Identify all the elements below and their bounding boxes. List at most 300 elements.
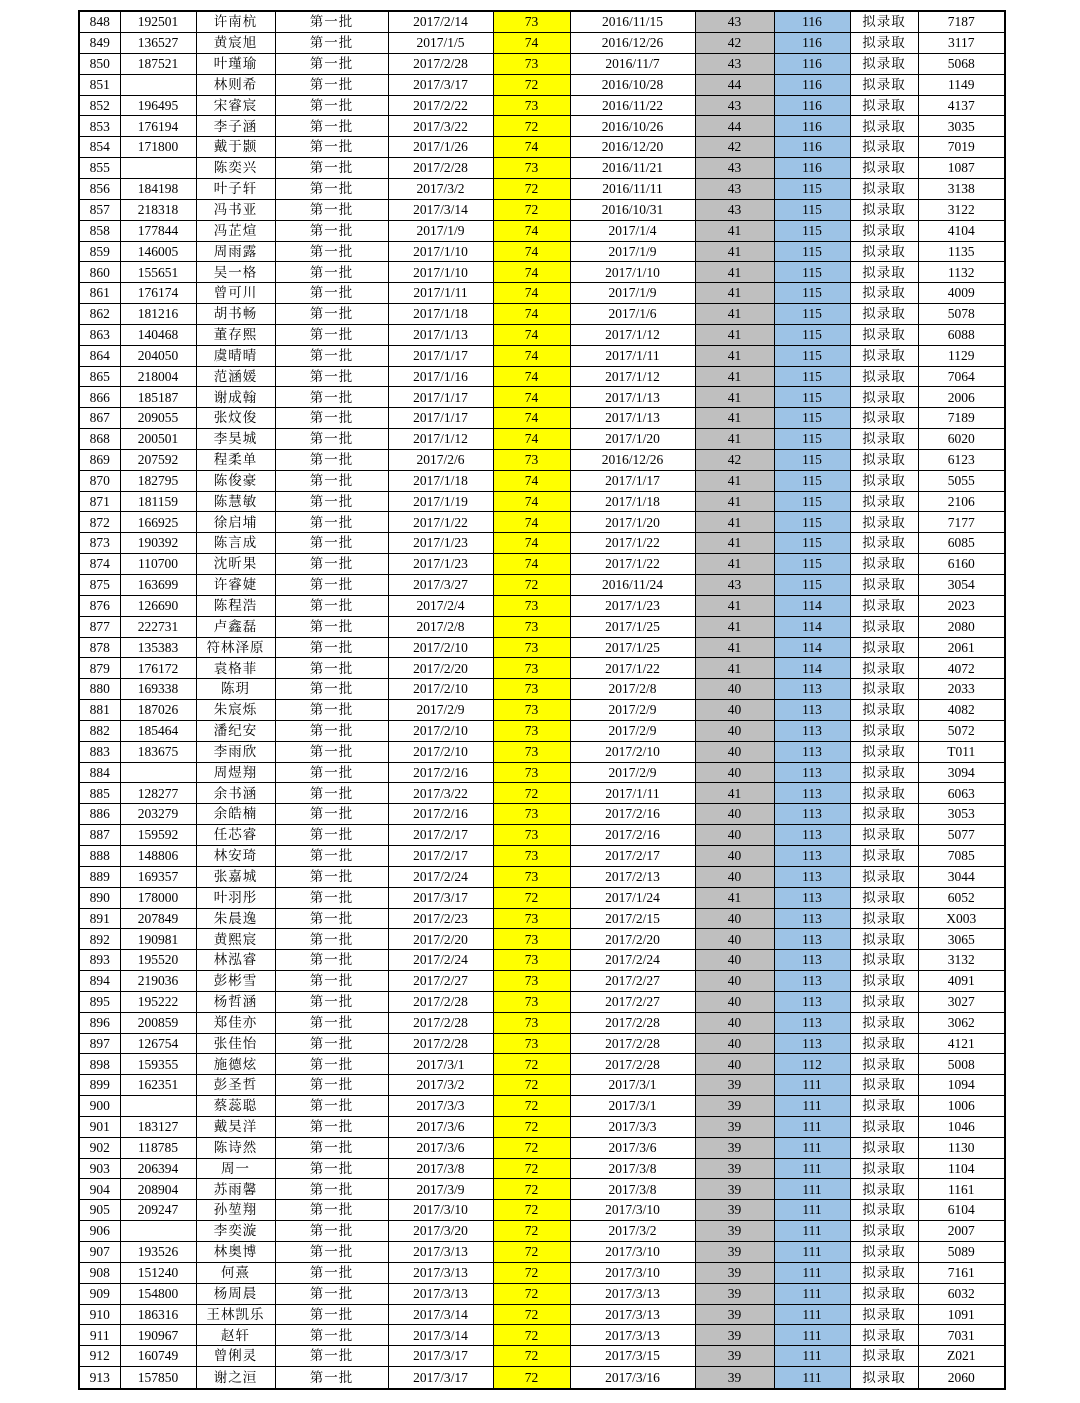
cell-status: 拟录取 — [850, 95, 918, 116]
cell-value-1: 43 — [695, 178, 774, 199]
cell-date-1: 2017/2/28 — [388, 53, 493, 74]
cell-status: 拟录取 — [850, 720, 918, 741]
table-row — [79, 825, 1005, 846]
cell-value-1: 43 — [695, 575, 774, 596]
cell-date-2: 2017/1/22 — [570, 658, 695, 679]
cell-value-1: 39 — [695, 1367, 774, 1389]
table-row — [79, 804, 1005, 825]
cell-date-1: 2017/3/14 — [388, 199, 493, 220]
cell-score: 74 — [493, 304, 570, 325]
cell-date-2: 2017/3/8 — [570, 1179, 695, 1200]
cell-date-2: 2016/11/11 — [570, 178, 695, 199]
cell-status: 拟录取 — [850, 825, 918, 846]
cell-student-id: 110700 — [120, 554, 196, 575]
cell-student-id: 177844 — [120, 220, 196, 241]
cell-row-number: 876 — [79, 595, 120, 616]
cell-value-1: 40 — [695, 741, 774, 762]
cell-date-1: 2017/3/22 — [388, 783, 493, 804]
cell-value-1: 39 — [695, 1116, 774, 1137]
cell-value-1: 41 — [695, 262, 774, 283]
cell-status: 拟录取 — [850, 554, 918, 575]
cell-batch: 第一批 — [275, 1262, 388, 1283]
cell-name: 曾可川 — [196, 283, 275, 304]
cell-date-2: 2017/1/12 — [570, 324, 695, 345]
cell-student-id: 222731 — [120, 616, 196, 637]
cell-row-number: 900 — [79, 1096, 120, 1117]
cell-row-number: 855 — [79, 158, 120, 179]
cell-batch: 第一批 — [275, 408, 388, 429]
cell-value-2: 113 — [774, 971, 850, 992]
cell-value-2: 111 — [774, 1158, 850, 1179]
cell-code: 5078 — [918, 304, 1005, 325]
cell-batch: 第一批 — [275, 950, 388, 971]
cell-status: 拟录取 — [850, 1137, 918, 1158]
cell-code: 3132 — [918, 950, 1005, 971]
cell-code: 5089 — [918, 1242, 1005, 1263]
cell-student-id: 187026 — [120, 700, 196, 721]
cell-student-id: 195520 — [120, 950, 196, 971]
cell-value-2: 113 — [774, 720, 850, 741]
cell-status: 拟录取 — [850, 1012, 918, 1033]
table-row — [79, 1200, 1005, 1221]
cell-value-2: 113 — [774, 929, 850, 950]
cell-row-number: 889 — [79, 866, 120, 887]
cell-status: 拟录取 — [850, 887, 918, 908]
cell-status: 拟录取 — [850, 845, 918, 866]
cell-batch: 第一批 — [275, 345, 388, 366]
cell-row-number: 890 — [79, 887, 120, 908]
cell-row-number: 909 — [79, 1283, 120, 1304]
cell-date-1: 2017/2/9 — [388, 700, 493, 721]
cell-date-2: 2017/1/13 — [570, 408, 695, 429]
cell-score: 74 — [493, 408, 570, 429]
cell-name: 何熹 — [196, 1262, 275, 1283]
table-row — [79, 429, 1005, 450]
cell-value-1: 42 — [695, 137, 774, 158]
table-row — [79, 408, 1005, 429]
cell-code: 3054 — [918, 575, 1005, 596]
cell-batch: 第一批 — [275, 700, 388, 721]
cell-value-1: 41 — [695, 512, 774, 533]
cell-student-id: 135383 — [120, 637, 196, 658]
cell-row-number: 911 — [79, 1325, 120, 1346]
cell-score: 74 — [493, 470, 570, 491]
cell-name: 郑佳亦 — [196, 1012, 275, 1033]
cell-status: 拟录取 — [850, 1033, 918, 1054]
cell-status: 拟录取 — [850, 1054, 918, 1075]
cell-row-number: 901 — [79, 1116, 120, 1137]
cell-batch: 第一批 — [275, 366, 388, 387]
cell-date-2: 2017/3/10 — [570, 1262, 695, 1283]
cell-row-number: 905 — [79, 1200, 120, 1221]
cell-row-number: 902 — [79, 1137, 120, 1158]
cell-status: 拟录取 — [850, 991, 918, 1012]
cell-batch: 第一批 — [275, 1012, 388, 1033]
cell-value-2: 115 — [774, 366, 850, 387]
cell-value-2: 112 — [774, 1054, 850, 1075]
cell-name: 戴昊洋 — [196, 1116, 275, 1137]
cell-name: 陈俊豪 — [196, 470, 275, 491]
cell-batch: 第一批 — [275, 220, 388, 241]
cell-student-id: 207592 — [120, 449, 196, 470]
cell-row-number: 877 — [79, 616, 120, 637]
cell-date-2: 2017/1/10 — [570, 262, 695, 283]
cell-row-number: 898 — [79, 1054, 120, 1075]
table-row — [79, 679, 1005, 700]
cell-score: 74 — [493, 345, 570, 366]
cell-code: X003 — [918, 908, 1005, 929]
cell-name: 周煜翔 — [196, 762, 275, 783]
table-row — [79, 991, 1005, 1012]
cell-date-2: 2017/1/6 — [570, 304, 695, 325]
cell-row-number: 885 — [79, 783, 120, 804]
cell-row-number: 881 — [79, 700, 120, 721]
cell-date-1: 2017/3/13 — [388, 1283, 493, 1304]
table-row — [79, 116, 1005, 137]
table-row — [79, 1054, 1005, 1075]
cell-batch: 第一批 — [275, 53, 388, 74]
cell-student-id: 219036 — [120, 971, 196, 992]
table-row — [79, 220, 1005, 241]
cell-name: 谢之洹 — [196, 1367, 275, 1389]
cell-batch: 第一批 — [275, 1158, 388, 1179]
cell-row-number: 912 — [79, 1346, 120, 1367]
cell-name: 吴一格 — [196, 262, 275, 283]
cell-row-number: 848 — [79, 11, 120, 33]
cell-date-2: 2016/10/31 — [570, 199, 695, 220]
cell-value-1: 41 — [695, 220, 774, 241]
cell-date-1: 2017/3/10 — [388, 1200, 493, 1221]
cell-name: 王林凯乐 — [196, 1304, 275, 1325]
cell-status: 拟录取 — [850, 679, 918, 700]
cell-name: 周雨露 — [196, 241, 275, 262]
cell-value-2: 113 — [774, 845, 850, 866]
cell-batch: 第一批 — [275, 1346, 388, 1367]
cell-score: 73 — [493, 825, 570, 846]
cell-date-2: 2017/1/11 — [570, 783, 695, 804]
cell-status: 拟录取 — [850, 304, 918, 325]
cell-student-id: 200501 — [120, 429, 196, 450]
cell-value-1: 41 — [695, 783, 774, 804]
cell-row-number: 859 — [79, 241, 120, 262]
cell-status: 拟录取 — [850, 1096, 918, 1117]
cell-date-2: 2017/1/25 — [570, 616, 695, 637]
cell-name: 李子涵 — [196, 116, 275, 137]
cell-student-id: 204050 — [120, 345, 196, 366]
cell-student-id: 207849 — [120, 908, 196, 929]
cell-name: 李雨欣 — [196, 741, 275, 762]
cell-score: 72 — [493, 783, 570, 804]
cell-value-2: 111 — [774, 1137, 850, 1158]
cell-value-1: 41 — [695, 887, 774, 908]
cell-status: 拟录取 — [850, 324, 918, 345]
cell-batch: 第一批 — [275, 1137, 388, 1158]
cell-value-1: 41 — [695, 616, 774, 637]
table-row — [79, 971, 1005, 992]
cell-date-2: 2016/12/26 — [570, 33, 695, 54]
cell-name: 陈言成 — [196, 533, 275, 554]
cell-name: 董存熙 — [196, 324, 275, 345]
cell-name: 张炆俊 — [196, 408, 275, 429]
cell-batch: 第一批 — [275, 137, 388, 158]
cell-date-1: 2017/1/19 — [388, 491, 493, 512]
cell-student-id: 183127 — [120, 1116, 196, 1137]
cell-score: 73 — [493, 950, 570, 971]
cell-row-number: 851 — [79, 74, 120, 95]
cell-code: 6052 — [918, 887, 1005, 908]
cell-row-number: 872 — [79, 512, 120, 533]
cell-score: 74 — [493, 33, 570, 54]
table-row — [79, 866, 1005, 887]
cell-code: 7189 — [918, 408, 1005, 429]
cell-student-id: 155651 — [120, 262, 196, 283]
cell-value-1: 39 — [695, 1346, 774, 1367]
table-row — [79, 324, 1005, 345]
cell-name: 余书涵 — [196, 783, 275, 804]
cell-code: 5055 — [918, 470, 1005, 491]
cell-score: 72 — [493, 887, 570, 908]
cell-student-id: 203279 — [120, 804, 196, 825]
cell-student-id: 128277 — [120, 783, 196, 804]
cell-name: 任芯睿 — [196, 825, 275, 846]
cell-score: 72 — [493, 1158, 570, 1179]
cell-name: 黄宸旭 — [196, 33, 275, 54]
cell-score: 72 — [493, 74, 570, 95]
results-table-body — [79, 11, 1005, 1389]
cell-date-2: 2017/3/16 — [570, 1367, 695, 1389]
cell-date-1: 2017/1/17 — [388, 408, 493, 429]
cell-date-1: 2017/3/3 — [388, 1096, 493, 1117]
cell-status: 拟录取 — [850, 866, 918, 887]
cell-status: 拟录取 — [850, 429, 918, 450]
cell-status: 拟录取 — [850, 74, 918, 95]
cell-student-id: 160749 — [120, 1346, 196, 1367]
cell-batch: 第一批 — [275, 74, 388, 95]
cell-name: 胡书畅 — [196, 304, 275, 325]
cell-value-2: 115 — [774, 533, 850, 554]
cell-date-2: 2017/2/28 — [570, 1012, 695, 1033]
cell-row-number: 884 — [79, 762, 120, 783]
cell-value-2: 114 — [774, 595, 850, 616]
cell-date-2: 2017/2/28 — [570, 1054, 695, 1075]
cell-code: 1087 — [918, 158, 1005, 179]
table-row — [79, 887, 1005, 908]
cell-value-2: 115 — [774, 408, 850, 429]
cell-row-number: 891 — [79, 908, 120, 929]
cell-name: 范涵媛 — [196, 366, 275, 387]
cell-status: 拟录取 — [850, 637, 918, 658]
cell-code: 7064 — [918, 366, 1005, 387]
cell-score: 73 — [493, 845, 570, 866]
cell-student-id: 136527 — [120, 33, 196, 54]
cell-row-number: 899 — [79, 1075, 120, 1096]
cell-student-id: 190981 — [120, 929, 196, 950]
cell-row-number: 879 — [79, 658, 120, 679]
cell-student-id: 118785 — [120, 1137, 196, 1158]
cell-batch: 第一批 — [275, 283, 388, 304]
table-row — [79, 700, 1005, 721]
cell-date-1: 2017/2/28 — [388, 991, 493, 1012]
cell-student-id: 183675 — [120, 741, 196, 762]
cell-batch: 第一批 — [275, 929, 388, 950]
cell-row-number: 882 — [79, 720, 120, 741]
cell-value-1: 42 — [695, 33, 774, 54]
cell-batch: 第一批 — [275, 158, 388, 179]
cell-date-1: 2017/3/1 — [388, 1054, 493, 1075]
cell-score: 74 — [493, 491, 570, 512]
cell-date-1: 2017/1/13 — [388, 324, 493, 345]
cell-value-2: 115 — [774, 512, 850, 533]
cell-value-2: 115 — [774, 304, 850, 325]
cell-score: 73 — [493, 741, 570, 762]
cell-batch: 第一批 — [275, 575, 388, 596]
cell-code: 6032 — [918, 1283, 1005, 1304]
cell-code: 1129 — [918, 345, 1005, 366]
cell-batch: 第一批 — [275, 1096, 388, 1117]
cell-date-2: 2017/3/10 — [570, 1200, 695, 1221]
cell-date-2: 2017/2/13 — [570, 866, 695, 887]
cell-score: 73 — [493, 991, 570, 1012]
cell-value-2: 113 — [774, 887, 850, 908]
cell-name: 杨哲涵 — [196, 991, 275, 1012]
cell-value-1: 39 — [695, 1262, 774, 1283]
cell-date-1: 2017/2/28 — [388, 1012, 493, 1033]
cell-date-1: 2017/2/10 — [388, 741, 493, 762]
cell-name: 卢鑫磊 — [196, 616, 275, 637]
cell-value-1: 40 — [695, 825, 774, 846]
cell-date-1: 2017/2/4 — [388, 595, 493, 616]
cell-date-1: 2017/2/27 — [388, 971, 493, 992]
cell-student-id: 182795 — [120, 470, 196, 491]
table-row — [79, 345, 1005, 366]
cell-date-1: 2017/2/6 — [388, 449, 493, 470]
cell-row-number: 874 — [79, 554, 120, 575]
cell-date-1: 2017/2/17 — [388, 825, 493, 846]
cell-value-1: 40 — [695, 1033, 774, 1054]
cell-student-id: 169357 — [120, 866, 196, 887]
cell-date-2: 2017/1/22 — [570, 533, 695, 554]
cell-status: 拟录取 — [850, 491, 918, 512]
cell-date-1: 2017/3/17 — [388, 1346, 493, 1367]
cell-student-id: 184198 — [120, 178, 196, 199]
cell-student-id — [120, 1221, 196, 1242]
cell-batch: 第一批 — [275, 262, 388, 283]
cell-score: 73 — [493, 95, 570, 116]
cell-score: 73 — [493, 866, 570, 887]
cell-date-2: 2016/11/24 — [570, 575, 695, 596]
cell-code: 2007 — [918, 1221, 1005, 1242]
table-row — [79, 95, 1005, 116]
cell-name: 林则希 — [196, 74, 275, 95]
cell-date-1: 2017/1/12 — [388, 429, 493, 450]
cell-date-2: 2017/3/2 — [570, 1221, 695, 1242]
cell-student-id: 208904 — [120, 1179, 196, 1200]
cell-batch: 第一批 — [275, 387, 388, 408]
table-row — [79, 1221, 1005, 1242]
cell-code: 1132 — [918, 262, 1005, 283]
cell-status: 拟录取 — [850, 575, 918, 596]
cell-value-1: 39 — [695, 1283, 774, 1304]
cell-batch: 第一批 — [275, 866, 388, 887]
cell-name: 林安琦 — [196, 845, 275, 866]
cell-status: 拟录取 — [850, 1221, 918, 1242]
cell-value-1: 40 — [695, 679, 774, 700]
cell-date-2: 2017/1/12 — [570, 366, 695, 387]
cell-date-2: 2017/1/13 — [570, 387, 695, 408]
cell-batch: 第一批 — [275, 95, 388, 116]
cell-student-id: 140468 — [120, 324, 196, 345]
cell-value-1: 40 — [695, 991, 774, 1012]
cell-score: 73 — [493, 700, 570, 721]
cell-name: 施德炫 — [196, 1054, 275, 1075]
cell-date-1: 2017/2/14 — [388, 11, 493, 33]
cell-date-2: 2017/1/18 — [570, 491, 695, 512]
cell-value-2: 111 — [774, 1096, 850, 1117]
cell-status: 拟录取 — [850, 53, 918, 74]
cell-date-2: 2017/3/6 — [570, 1137, 695, 1158]
cell-batch: 第一批 — [275, 825, 388, 846]
cell-value-1: 41 — [695, 366, 774, 387]
table-row — [79, 908, 1005, 929]
cell-value-2: 115 — [774, 387, 850, 408]
cell-score: 74 — [493, 241, 570, 262]
cell-date-1: 2017/3/13 — [388, 1262, 493, 1283]
cell-code: 5008 — [918, 1054, 1005, 1075]
cell-status: 拟录取 — [850, 512, 918, 533]
cell-date-2: 2017/3/13 — [570, 1325, 695, 1346]
cell-name: 陈奕兴 — [196, 158, 275, 179]
cell-student-id: 171800 — [120, 137, 196, 158]
cell-row-number: 894 — [79, 971, 120, 992]
cell-name: 叶瑾瑜 — [196, 53, 275, 74]
cell-date-1: 2017/2/10 — [388, 637, 493, 658]
cell-value-1: 41 — [695, 533, 774, 554]
cell-status: 拟录取 — [850, 533, 918, 554]
cell-row-number: 871 — [79, 491, 120, 512]
cell-score: 73 — [493, 637, 570, 658]
cell-row-number: 858 — [79, 220, 120, 241]
cell-value-2: 115 — [774, 575, 850, 596]
cell-score: 73 — [493, 720, 570, 741]
cell-student-id: 166925 — [120, 512, 196, 533]
cell-row-number: 878 — [79, 637, 120, 658]
cell-value-1: 39 — [695, 1304, 774, 1325]
cell-row-number: 866 — [79, 387, 120, 408]
cell-code: 7019 — [918, 137, 1005, 158]
cell-name: 赵轩 — [196, 1325, 275, 1346]
cell-code: 6088 — [918, 324, 1005, 345]
cell-batch: 第一批 — [275, 1242, 388, 1263]
cell-score: 74 — [493, 533, 570, 554]
table-row — [79, 387, 1005, 408]
cell-status: 拟录取 — [850, 1158, 918, 1179]
cell-status: 拟录取 — [850, 700, 918, 721]
cell-name: 林泓睿 — [196, 950, 275, 971]
table-row — [79, 595, 1005, 616]
cell-date-2: 2017/1/17 — [570, 470, 695, 491]
cell-date-1: 2017/3/20 — [388, 1221, 493, 1242]
cell-score: 72 — [493, 1116, 570, 1137]
cell-batch: 第一批 — [275, 804, 388, 825]
cell-code: 3117 — [918, 33, 1005, 54]
cell-name: 朱宸烁 — [196, 700, 275, 721]
table-row — [79, 137, 1005, 158]
cell-value-1: 41 — [695, 491, 774, 512]
cell-name: 蔡蕊聪 — [196, 1096, 275, 1117]
cell-value-1: 40 — [695, 1012, 774, 1033]
cell-code: 2060 — [918, 1367, 1005, 1389]
cell-value-2: 111 — [774, 1200, 850, 1221]
